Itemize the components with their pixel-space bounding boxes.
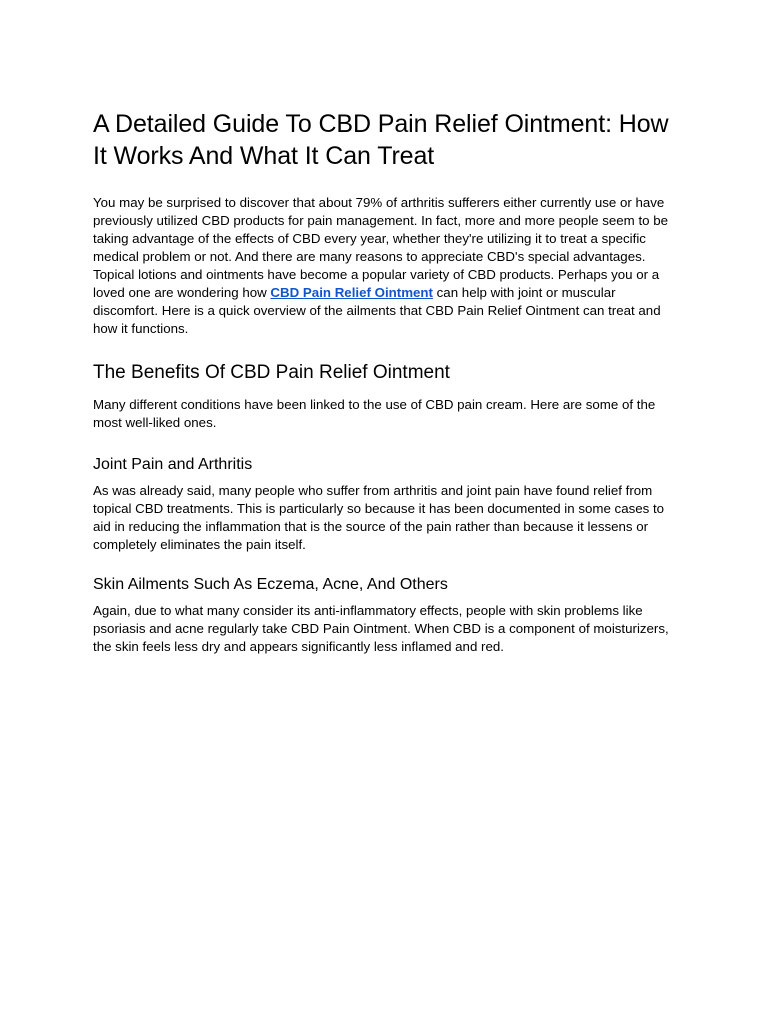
joint-pain-heading: Joint Pain and Arthritis: [93, 456, 253, 473]
intro-text-after-link: can help with joint or muscular discomfort. Here is a quick overview of the ailments that CBD Pain Relief Ointment can treat and how it functions.: [93, 285, 661, 336]
joint-pain-paragraph: As was already said, many people who suffer from arthritis and joint pain have found relief from topical CBD treatments. This is particularly so because it has been documented in some cases to aid in reducing the inflammation that is the source of the pain rather than because it lessens or completely eliminates the pain itself.: [93, 483, 665, 552]
cbd-ointment-link[interactable]: CBD Pain Relief Ointment: [270, 285, 433, 300]
document-title: A Detailed Guide To CBD Pain Relief Ointment: How It Works And What It Can Treat: [93, 110, 669, 170]
skin-ailments-heading: Skin Ailments Such As Eczema, Acne, And Others: [93, 576, 448, 593]
intro-text-before-link: You may be surprised to discover that about 79% of arthritis sufferers either currently use or have previously utilized CBD products for pain management. In fact, more and more people seem to be taking advantage of the effects of CBD every year, whether they're utilizing it to treat a specific medical problem or not. And there are many reasons to appreciate CBD's special advantages. Topical lotions and ointments have become a popular variety of CBD products. Perhaps you or a loved one are wondering how: [93, 195, 669, 300]
benefits-heading: The Benefits Of CBD Pain Relief Ointment: [93, 362, 450, 383]
skin-ailments-paragraph: Again, due to what many consider its anti-inflammatory effects, people with skin problems like psoriasis and acne regularly take CBD Pain Ointment. When CBD is a component of moisturizers, the skin feels less dry and appears significantly less inflamed and red.: [93, 603, 669, 654]
benefits-paragraph: Many different conditions have been linked to the use of CBD pain cream. Here are some of the most well-liked ones.: [93, 397, 656, 430]
intro-paragraph: [93, 194, 676, 338]
